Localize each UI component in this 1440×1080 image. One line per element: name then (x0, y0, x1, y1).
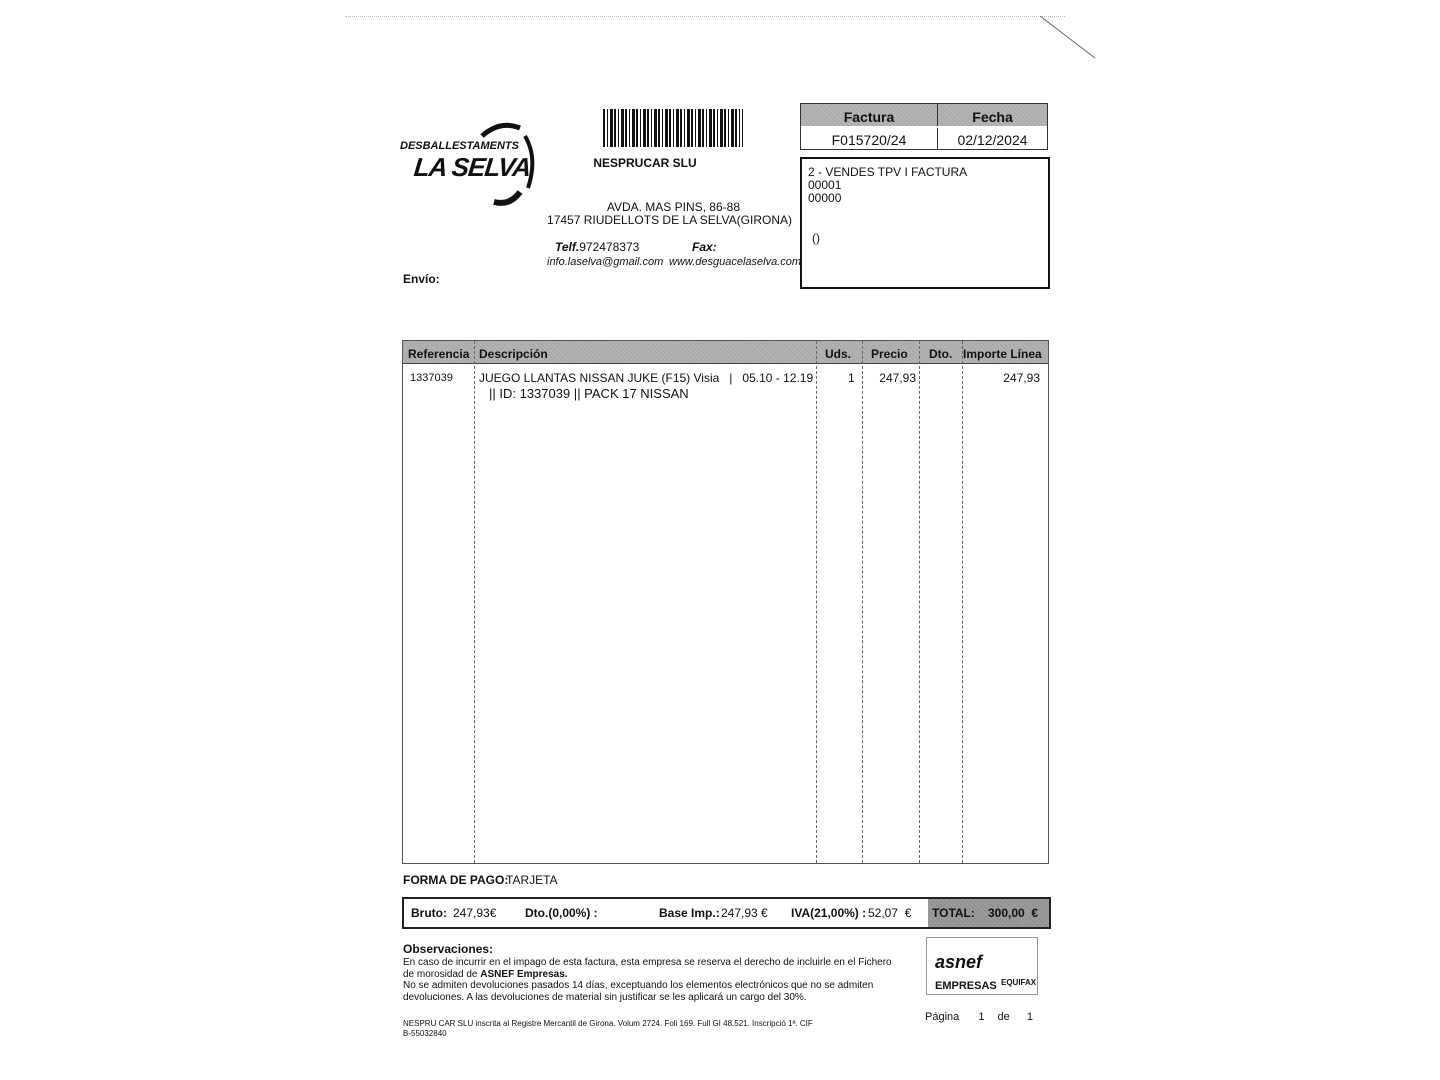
equifax-text: EQUIFAX (1001, 978, 1037, 987)
column-divider (962, 341, 963, 863)
obs-line: No se admiten devoluciones pasados 14 días, exceptuando los elementos electrónicos que no se admiten (403, 980, 874, 991)
factura-label: Factura (801, 104, 938, 126)
column-divider (816, 341, 817, 863)
row-importe: 247,93 (1003, 371, 1040, 385)
table-header (403, 341, 1048, 364)
client-line3: 00000 (808, 191, 842, 205)
col-descripcion: Descripción (479, 347, 548, 361)
company-phone (555, 240, 639, 254)
col-importe: Importe Línea (963, 347, 1042, 361)
column-divider (474, 341, 475, 863)
bruto-label: Bruto: (411, 906, 447, 920)
row-desc-line2: || ID: 1337039 || PACK 17 NISSAN (489, 386, 689, 401)
company-address-line1: AVDA. MAS PINS, 86-88 (606, 200, 740, 214)
client-line1: 2 - VENDES TPV I FACTURA (808, 165, 968, 179)
obs-line (403, 969, 913, 981)
legal-line1: NESPRU CAR SLU inscrita al Registre Mercantil de Girona. Volum 2724. Foli 169. Full GI 48.521. Inscripció 1ª. CIF (403, 1019, 813, 1028)
obs-asnef-bold: ASNEF Empresas. (480, 968, 568, 980)
client-box (800, 157, 1050, 289)
base-label: Base Imp.: (659, 906, 720, 920)
total-value: 300,00 € (988, 906, 1039, 920)
items-table (402, 340, 1049, 864)
client-line2: 00001 (808, 178, 842, 192)
fax-label: Fax: (692, 240, 717, 254)
phone-number: 972478373 (579, 240, 640, 254)
asnef-sub-text: EMPRESAS (935, 980, 997, 992)
column-divider (919, 341, 920, 863)
page-counter (925, 1011, 1033, 1023)
logo-main-text: LA SELVA (412, 152, 532, 182)
asnef-main-text: asnef (935, 952, 983, 972)
col-uds: Uds. (825, 347, 852, 361)
shipping-label: Envío: (403, 272, 440, 286)
row-desc-line1: JUEGO LLANTAS NISSAN JUKE (F15) Visia | 05.10 - 12.19 (479, 371, 814, 385)
page-total: 1 (1026, 1011, 1033, 1023)
company-website: www.desguacelaselva.com (669, 256, 802, 268)
column-divider (862, 341, 863, 863)
client-line4: () (812, 231, 820, 245)
logo-top-text: DESBALLESTAMENTS (400, 140, 519, 152)
totals-bar (402, 897, 1051, 929)
asnef-badge (926, 937, 1038, 995)
base-value: 247,93 € (721, 906, 768, 920)
page-of: de (997, 1011, 1010, 1023)
row-ref: 1337039 (410, 372, 453, 384)
row-precio: 247,93 (879, 371, 916, 385)
company-email: info.laselva@gmail.com (547, 256, 664, 268)
invoice-date: 02/12/2024 (957, 132, 1028, 148)
company-name: NESPRUCAR SLU (593, 156, 697, 170)
scan-edge-line (345, 16, 1065, 17)
legal-footer (403, 1019, 823, 1039)
payment-label: FORMA DE PAGO: (403, 873, 509, 887)
total-box (928, 899, 1049, 927)
legal-line2: B-55032840 (403, 1029, 447, 1038)
page-current: 1 (978, 1011, 985, 1023)
asnef-logo (935, 952, 1037, 994)
bruto-value: 247,93€ (453, 906, 497, 920)
iva-label: IVA(21,00%) : (791, 906, 867, 920)
payment-method: TARJETA (506, 873, 558, 887)
company-logo (400, 110, 545, 210)
discount-label: Dto.(0,00%) : (525, 906, 598, 920)
obs-line: devoluciones. A las devoluciones de material sin justificar se les aplicará un cargo del 30%. (403, 991, 807, 1003)
col-dto: Dto. (929, 347, 953, 361)
page-label: Página (925, 1011, 960, 1023)
fecha-label: Fecha (938, 104, 1047, 126)
row-uds: 1 (848, 371, 855, 385)
page-corner-fold (1040, 14, 1100, 64)
barcode (603, 109, 743, 147)
obs-text: de morosidad de (403, 968, 481, 980)
observations-title: Observaciones: (403, 942, 494, 956)
phone-label: Telf. (555, 240, 580, 254)
observations-text (403, 957, 913, 1003)
invoice-header-box (800, 103, 1048, 150)
invoice-number: F015720/24 (801, 128, 938, 149)
total-label: TOTAL: (932, 906, 975, 920)
obs-line: En caso de incurrir en el impago de esta factura, esta empresa se reserva el derecho de incluirle en el Fichero (403, 957, 892, 968)
company-address-line2: 17457 RIUDELLOTS DE LA SELVA(GIRONA) (547, 213, 792, 227)
col-precio: Precio (871, 347, 908, 361)
iva-value: 52,07 € (868, 906, 912, 920)
col-referencia: Referencia (408, 347, 470, 361)
